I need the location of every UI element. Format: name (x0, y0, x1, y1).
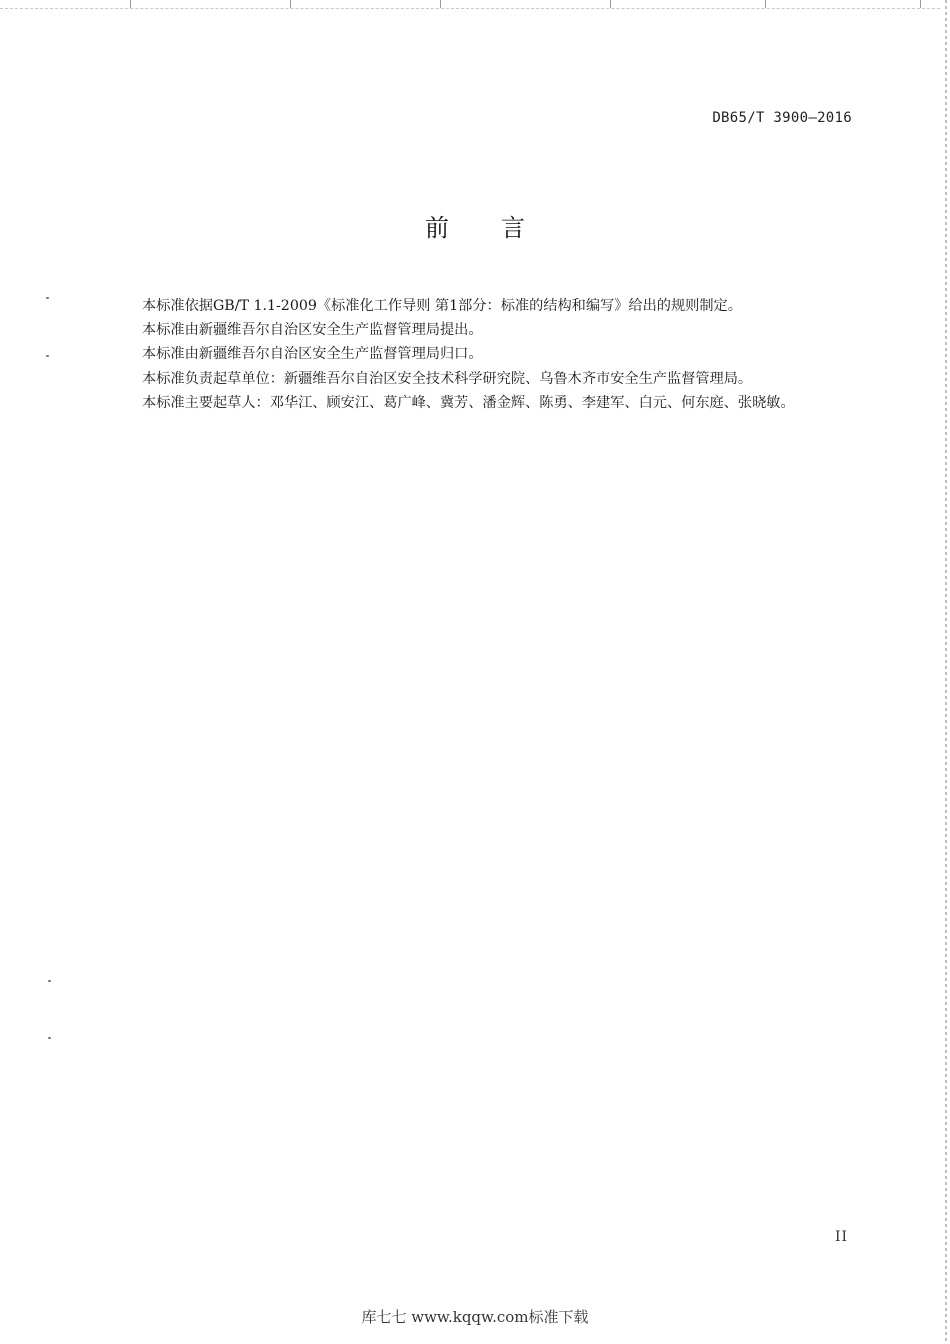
paragraph: 本标准负责起草单位：新疆维吾尔自治区安全技术科学研究院、乌鲁木齐市安全生产监督管理局。 (142, 370, 753, 387)
scan-artifact (765, 0, 766, 8)
scan-speck (48, 980, 51, 982)
scan-right-edge (945, 0, 947, 1344)
scan-artifact (290, 0, 291, 8)
page-title: 前言 (425, 214, 577, 242)
scan-speck (48, 1037, 51, 1039)
scan-artifact (920, 0, 921, 8)
scan-artifact (130, 0, 131, 8)
scan-speck (46, 297, 49, 299)
paragraph: 本标准依据GB/T 1.1-2009《标准化工作导则 第1部分：标准的结构和编写》给出的规则制定。 (142, 298, 742, 314)
scan-artifact (610, 0, 611, 8)
page-number: II (834, 1229, 848, 1245)
paragraph: 本标准由新疆维吾尔自治区安全生产监督管理局提出。 (142, 322, 483, 339)
foreword-body (110, 294, 856, 415)
paragraph: 本标准由新疆维吾尔自治区安全生产监督管理局归口。 (142, 346, 483, 363)
scan-artifact (440, 0, 441, 8)
paragraph: 本标准主要起草人：邓华江、顾安江、葛广峰、冀芳、潘金辉、陈勇、李建军、白元、何东庭、张晓敏。 (142, 394, 795, 411)
standard-code: DB65/T 3900—2016 (712, 110, 852, 126)
footer-watermark: 库七七 www.kqqw.com标准下载 (361, 1308, 589, 1326)
scan-speck (46, 355, 49, 357)
scan-top-border (0, 0, 940, 9)
